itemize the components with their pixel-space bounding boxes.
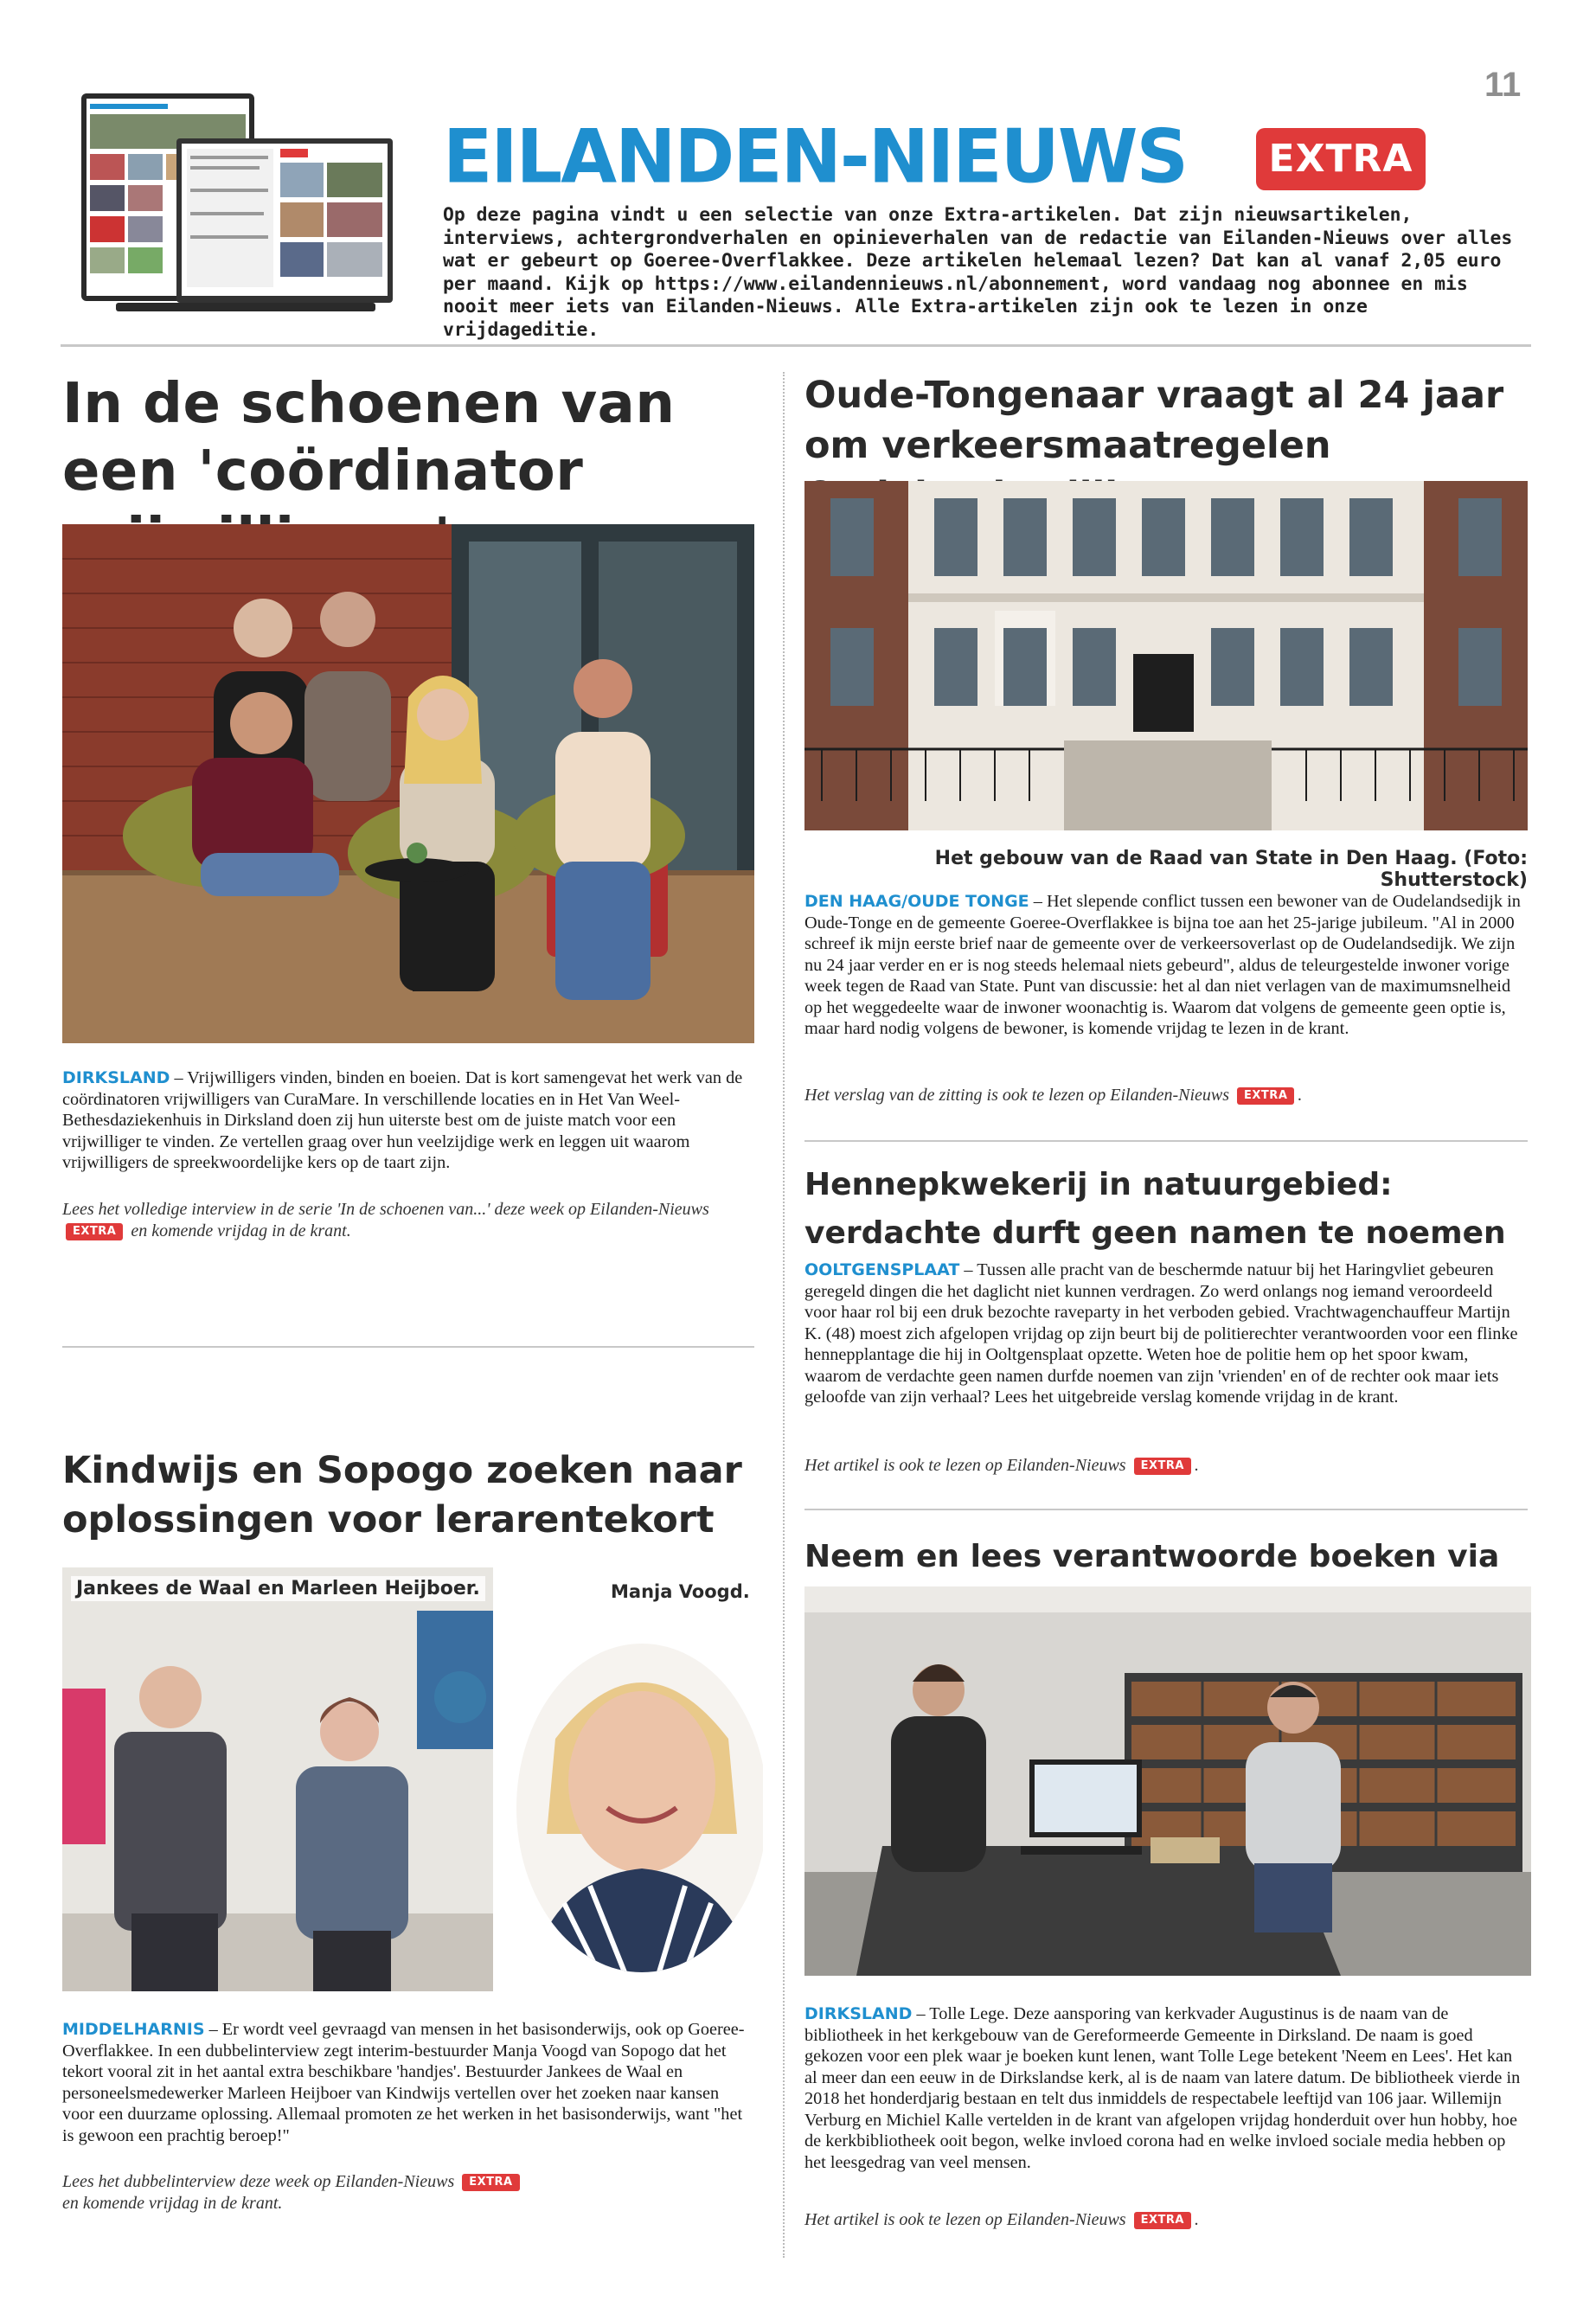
extra-badge-small: EXTRA <box>462 2174 519 2191</box>
article-kindwijs-text: Er wordt veel gevraagd van mensen in het basisonderwijs, ook op Goeree-Overflakkee. In een dubbelinterview zegt interim-bestuurder Manja Voogd van Sopogo dat het tekort vooral zit in het aantal extra beschikbare 'handjes'. Bestuurder Jankees de Waal en personeelsmedewerker Marleen Heijboer van Kindwijs vertellen over het zoeken naar kansen voor een duurzame oplossing. Allemaal promoten ze het werken in het basisonderwijs, want "het is gewoon een prachtig beroep!" <box>62 2020 745 2145</box>
article-schoenen-note <box>62 1199 754 1242</box>
photo-tolle-lege <box>804 1586 1531 1976</box>
note-text: . <box>1194 1456 1199 1475</box>
note-text: Het artikel is ook te lezen op Eilanden-Nieuws <box>804 2210 1126 2229</box>
note-text: . <box>1298 1086 1303 1105</box>
article-tolle-title: Neem en lees verantwoorde boeken via <box>804 1539 1500 1574</box>
extra-badge-small: EXTRA <box>1134 1458 1191 1475</box>
article-schoenen-place: DIRKSLAND <box>62 1068 170 1087</box>
top-divider <box>61 344 1531 347</box>
note-text: en komende vrijdag in de krant. <box>131 1221 351 1240</box>
intro-text: Op deze pagina vindt u een selectie van onze Extra-artikelen. Dat zijn nieuwsartikelen, interviews, achtergrondverhalen en opinieverhalen van de redactie van Eilanden-Nieuws over alles wat er gebeurt op Goeree-Overflakkee. Deze artikelen helemaal lezen? Dat kan al vanaf 2,05 euro per maand. Kijk op https://www.eilandennieuws.nl/abonnement, word vandaag nog abonnee en mis nooit meer iets van Eilanden-Nieuws. Alle Extra-artikelen zijn ook te lezen in onze vrijdageditie. <box>443 204 1513 341</box>
article-schoenen-body: DIRKSLAND – Vrijwilligers vinden, binden en boeien. Dat is kort samengevat het werk van de coördinatoren vrijwilligers van CuraMare. In verschillende locaties en in Het Van Weel-Bethesdaziekenhuis in Dirksland doen zij hun uiterste best om de juiste match voor een vrijwilliger te vinden. Ze vertellen graag over hun veelzijdige werk en leggen uit waarom vrijwilligers de spreekwoordelijke kers op de taart zijn. <box>62 1068 743 1172</box>
article-tongenaar-note <box>804 1085 1528 1106</box>
article-kindwijs-title: Kindwijs en Sopogo zoeken naar oplossingen voor lerarentekort <box>62 1449 742 1541</box>
article-hennep-title-line2: verdachte durft geen namen te noemen <box>804 1215 1506 1251</box>
note-text: en komende vrijdag in de krant. <box>62 2194 283 2213</box>
article-hennep-note <box>804 1455 1528 1477</box>
photo-manja-voogd <box>503 1592 763 1972</box>
note-text: Het verslag van de zitting is ook te lezen op Eilanden-Nieuws <box>804 1086 1230 1105</box>
divider <box>804 1509 1528 1510</box>
note-text: Lees het volledige interview in de serie 'In de schoenen van...' deze week op Eilanden-Nieuws <box>62 1200 709 1219</box>
article-tolle-place: DIRKSLAND <box>804 2004 913 2023</box>
divider <box>62 1346 754 1348</box>
article-hennep-title <box>804 1161 1528 1258</box>
photo-manja-caption: Manja Voogd. <box>611 1581 750 1602</box>
article-schoenen-title: In de schoenen van een 'coördinator <box>62 372 676 503</box>
article-tongenaar-place: DEN HAAG/OUDE TONGE <box>804 892 1029 911</box>
article-tolle-text: Tolle Lege. Deze aansporing van kerkvader Augustinus is de naam van de bibliotheek in het kerkgebouw van de Gereformeerde Gemeente in Dirksland. De naam is goed gekozen voor een plek waar je boeken kunt lenen, want Tolle Lege betekent 'Neem en Lees'. Het kan al meer dan een eeuw in de Dirkslandse kerk, al is de naam van latere datum. De bibliotheek vierde in 2018 het honderdjarig bestaan en telt dus inmiddels de respectabele leeftijd van 106 jaar. Willemijn Verburg en Michiel Kalle vertelden in de krant van afgelopen vrijdag honderduit over hun hobby, hoe de kerkbibliotheek ooit begon, welke invloed corona had en welke invloed sociale media hebben op het leesgedrag van veel mensen. <box>804 2004 1521 2172</box>
note-text: Het artikel is ook te lezen op Eilanden-Nieuws <box>804 1456 1126 1475</box>
article-hennep-place: OOLTGENSPLAAT <box>804 1260 960 1279</box>
divider <box>804 1140 1528 1142</box>
extra-badge-small: EXTRA <box>1237 1087 1294 1105</box>
article-hennep-title-line1: Hennepkwekerij in natuurgebied: <box>804 1167 1393 1202</box>
photo-kindwijs-caption: Jankees de Waal en Marleen Heijboer. <box>71 1576 485 1601</box>
article-kindwijs-body: MIDDELHARNIS – Er wordt veel gevraagd van mensen in het basisonderwijs, ook op Goeree-Overflakkee. In een dubbelinterview zegt interim-bestuurder Manja Voogd van Sopogo dat het tekort vooral zit in het aantal extra beschikbare 'handjes'. Bestuurder Jankees de Waal en personeelsmedewerker Marleen Heijboer van Kindwijs vertellen over het zoeken naar kansen voor een duurzame oplossing. Allemaal promoten ze het werken in het basisonderwijs, want "het is gewoon een prachtig beroep!" <box>62 2020 745 2145</box>
photo-kindwijs <box>62 1567 493 1991</box>
article-schoenen-text: Vrijwilligers vinden, binden en boeien. Dat is kort samengevat het werk van de coördinatoren vrijwilligers van CuraMare. In verschillende locaties en in Het Van Weel-Bethesdaziekenhuis in Dirksland doen zij hun uiterste best om de juiste match voor een vrijwilliger te vinden. Ze vertellen graag over hun veelzijdige werk en leggen uit waarom vrijwilligers de spreekwoordelijke kers op de taart zijn. <box>62 1068 743 1172</box>
article-tolle-body: DIRKSLAND – Tolle Lege. Deze aansporing van kerkvader Augustinus is de naam van de bibliotheek in het kerkgebouw van de Gereformeerde Gemeente in Dirksland. De naam is goed gekozen voor een plek waar je boeken kunt lenen, want Tolle Lege betekent 'Neem en Lees'. Het kan al meer dan een eeuw in de Dirkslandse kerk, al is de naam van latere datum. De bibliotheek vierde in 2018 het honderdjarig bestaan en telt dus inmiddels de respectabele leeftijd van 106 jaar. Willemijn Verburg en Michiel Kalle vertelden in de krant van afgelopen vrijdag honderduit over hun hobby, hoe de kerkbibliotheek ooit begon, welke invloed corona had en welke invloed sociale media hebben op het leesgedrag van veel mensen. <box>804 2004 1521 2172</box>
photo-volunteers <box>62 524 754 1043</box>
note-text: Lees het dubbelinterview deze week op Eilanden-Nieuws <box>62 2172 455 2191</box>
photo-raad-van-state <box>804 481 1528 830</box>
article-tolle-note <box>804 2209 1528 2231</box>
devices-illustration <box>73 87 401 320</box>
note-text: . <box>1194 2210 1199 2229</box>
article-tongenaar-title: Oude-Tongenaar vraagt al 24 jaar om verkeersmaatregelen <box>804 374 1504 467</box>
article-hennep-body: OOLTGENSPLAAT – Tussen alle pracht van de beschermde natuur bij het Haringvliet gebeuren geregeld dingen die het daglicht niet kunnen verdragen. Zo werd onlangs nog iemand veroordeeld voor haar rol bij een druk bezochte raveparty in het verboden gebied. Vrachtwagenchauffeur Martijn K. (48) moest zich afgelopen vrijdag op zijn beurt bij de politierechter verantwoorden voor een flinke hennepplantage die hij in Ooltgensplaat opzette. Weten hoe de politie hem op het spoor kwam, waarom de verdachte geen namen durfde noemen van zijn 'vrienden' en of de rechter ook maar iets geloofde van zijn verhaal? Lees het uitgebreide verslag komende vrijdag in de krant. <box>804 1260 1518 1407</box>
article-kindwijs-place: MIDDELHARNIS <box>62 2020 205 2039</box>
page-number: 11 <box>1484 66 1522 104</box>
article-tongenaar-text: Het slepende conflict tussen een bewoner van de Oudelandsedijk in Oude-Tonge en de gemeente Goeree-Overflakkee is bijna toe aan het 25-jarige jubileum. "Al in 2000 schreef ik mijn eerste brief naar de gemeente over de verkeersoverlast op de Oudelandsedijk. We zijn nu 24 jaar verder en er is nog steeds helemaal niets gebeurd", aldus de teleurgestelde inwoner vorige week tegen de Raad van State. Punt van discussie: het al dan niet verlagen van de maximumsnelheid op het weggedeelte waar de inwoner woonachtig is. Waarom dat volgens de gemeente geen optie is, maar hard nodig volgens de bewoner, is komende vrijdag te lezen in de krant. <box>804 892 1521 1038</box>
article-tongenaar-body: DEN HAAG/OUDE TONGE – Het slepende conflict tussen een bewoner van de Oudelandsedijk in Oude-Tonge en de gemeente Goeree-Overflakkee is bijna toe aan het 25-jarige jubileum. "Al in 2000 schreef ik mijn eerste brief naar de gemeente over de verkeersoverlast op de Oudelandsedijk. We zijn nu 24 jaar verder en er is nog steeds helemaal niets gebeurd", aldus de teleurgestelde inwoner vorige week tegen de Raad van State. Punt van discussie: het al dan niet verlagen van de maximumsnelheid op het weggedeelte waar de inwoner woonachtig is. Waarom dat volgens de gemeente geen optie is, maar hard nodig volgens de bewoner, is komende vrijdag te lezen in de krant. <box>804 892 1521 1038</box>
article-kindwijs-note <box>62 2171 754 2214</box>
extra-badge-small: EXTRA <box>1134 2212 1191 2229</box>
masthead-logo: EILANDEN-NIEUWS <box>443 113 1188 200</box>
article-hennep-text: Tussen alle pracht van de beschermde natuur bij het Haringvliet gebeuren geregeld dingen die het daglicht niet kunnen verdragen. Zo werd onlangs nog iemand veroordeeld voor haar rol bij een druk bezochte raveparty in het verboden gebied. Vrachtwagenchauffeur Martijn K. (48) moest zich afgelopen vrijdag op zijn beurt bij de politierechter verantwoorden voor een flinke hennepplantage die hij in Ooltgensplaat opzette. Weten hoe de politie hem op het spoor kwam, waarom de verdachte geen namen durfde noemen van zijn 'vrienden' en of de rechter ook maar iets geloofde van zijn verhaal? Lees het uitgebreide verslag komende vrijdag in de krant. <box>804 1260 1518 1407</box>
extra-badge-small: EXTRA <box>66 1223 123 1240</box>
extra-badge: EXTRA <box>1256 128 1426 190</box>
photo-raad-caption: Het gebouw van de Raad van State in Den Haag. (Foto: Shutterstock) <box>934 848 1528 891</box>
column-divider <box>783 372 785 2258</box>
